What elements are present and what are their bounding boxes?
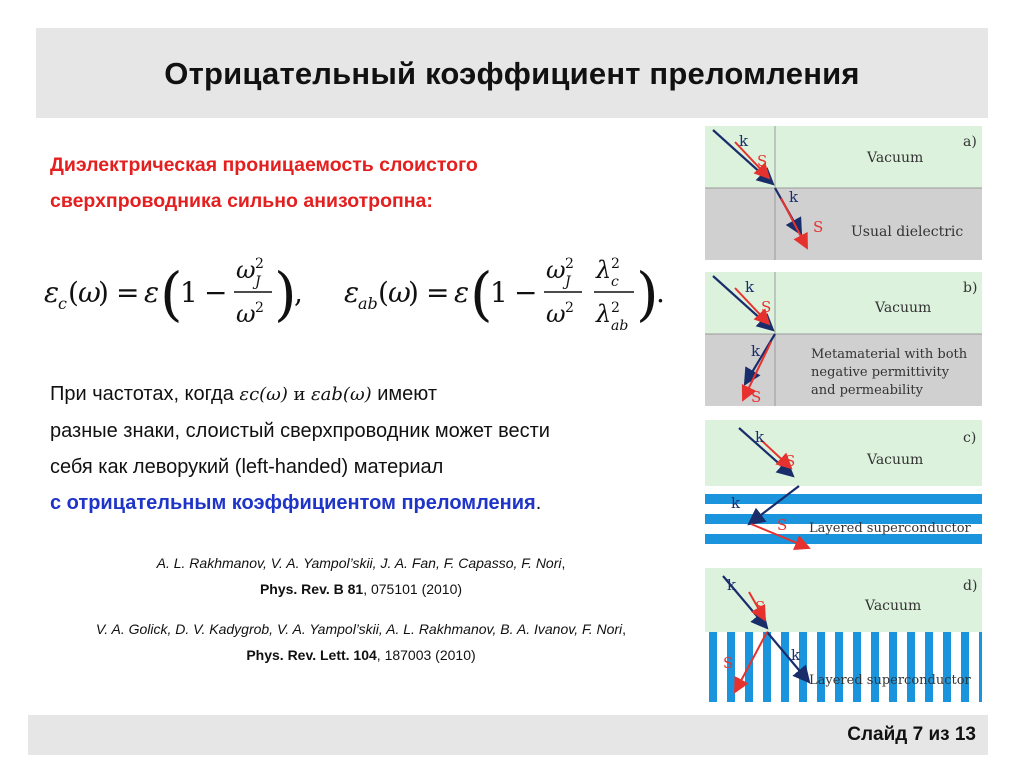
reference-2: V. A. Golick, D. V. Kadygrob, V. A. Yampol’skii, A. L. Rakhmanov, B. A. Ivanov, F. Nori, Phys. Rev. Lett. 104, 187003 (2010) xyxy=(95,621,627,663)
epsilon-ab-inline: εab(ω) xyxy=(311,384,372,405)
para-line-1-start: При частотах, когда xyxy=(50,383,234,405)
figure-d-k-label: k xyxy=(727,576,737,594)
intro-text xyxy=(50,147,650,219)
svg-text:J: J xyxy=(255,274,261,290)
figure-c-panel xyxy=(705,420,982,554)
figure-b-top-label: Vacuum xyxy=(875,300,932,316)
figure-a-k-label: k xyxy=(739,132,749,150)
svg-text:=: = xyxy=(116,276,140,309)
figure-b-tag: b) xyxy=(963,280,978,296)
figure-a-bottom-label: Usual dielectric xyxy=(851,224,964,240)
figure-b-k2-label: k xyxy=(751,342,761,360)
figure-c-stripes xyxy=(705,494,982,544)
svg-text:2: 2 xyxy=(611,256,620,272)
svg-text:ab: ab xyxy=(358,294,378,313)
svg-text:2: 2 xyxy=(565,256,574,272)
para-line-1 xyxy=(50,376,700,413)
svg-text:(: ( xyxy=(470,260,493,328)
figure-c-bottom-label: Layered superconductor xyxy=(809,521,971,536)
figure-d-bottom-label: Layered superconductor xyxy=(809,673,971,688)
svg-text:.: . xyxy=(656,276,665,309)
figure-b-s-label: S xyxy=(761,298,772,316)
figure-b-bottom-label-2: negative permittivity xyxy=(811,365,950,380)
svg-text:ε: ε xyxy=(454,276,470,309)
figure-c-s-label: S xyxy=(785,452,796,470)
figure-a-tag: a) xyxy=(963,134,977,150)
reference-2-authors: V. A. Golick, D. V. Kadygrob, V. A. Yampol’skii, A. L. Rakhmanov, B. A. Ivanov, F. Nori xyxy=(95,621,623,637)
svg-text:c: c xyxy=(58,294,67,313)
figure-b-svg xyxy=(705,272,982,406)
footer-bar xyxy=(28,715,988,755)
reference-2-details: , 187003 (2010) xyxy=(376,647,476,663)
para-line-3: себя как леворукий (left-handed) материал xyxy=(50,456,444,478)
svg-text:ω: ω xyxy=(546,256,566,284)
para-line-4 xyxy=(50,485,700,521)
svg-text:ab: ab xyxy=(611,318,629,334)
svg-text:ε: ε xyxy=(44,276,60,309)
epsilon-c-inline: εc(ω) xyxy=(239,384,288,405)
figure-d-tag: d) xyxy=(963,578,978,594)
para-line-4-end: . xyxy=(535,492,542,514)
figure-b-s2-label: S xyxy=(751,388,762,406)
svg-text:1: 1 xyxy=(180,276,198,309)
svg-text:2: 2 xyxy=(611,300,620,316)
svg-text:ε: ε xyxy=(144,276,160,309)
para-line-1-end: имеют xyxy=(377,383,437,405)
figure-b-k-label: k xyxy=(745,278,755,296)
figure-b-bottom-label-1: Metamaterial with both xyxy=(811,347,968,362)
para-line-2: разные знаки, слоистый сверхпроводник может вести xyxy=(50,420,550,442)
svg-text:λ: λ xyxy=(596,256,612,284)
main-paragraph xyxy=(50,376,700,521)
figure-a-s-label: S xyxy=(757,152,768,170)
figure-d-s2-label: S xyxy=(723,654,734,672)
svg-text:−: − xyxy=(514,276,538,309)
svg-text:λ: λ xyxy=(596,300,612,328)
svg-text:): ) xyxy=(408,276,419,309)
figure-a-k2-label: k xyxy=(789,188,799,206)
figure-d-svg xyxy=(705,568,982,702)
svg-text:1: 1 xyxy=(490,276,508,309)
figure-c-s2-label: S xyxy=(777,516,788,534)
figure-d-panel xyxy=(705,568,982,702)
intro-line-1: Диэлектрическая проницаемость слоистого xyxy=(50,154,478,176)
figure-c-k-label: k xyxy=(755,428,765,446)
svg-text:−: − xyxy=(204,276,228,309)
svg-text:ω: ω xyxy=(236,300,256,328)
svg-text:): ) xyxy=(98,276,109,309)
svg-text:2: 2 xyxy=(255,256,264,272)
svg-text:ε: ε xyxy=(344,276,360,309)
svg-text:): ) xyxy=(636,260,659,328)
figure-a-panel xyxy=(705,126,982,260)
slide-title: Отрицательный коэффициент преломления xyxy=(164,56,860,91)
slide-counter: Слайд 7 из 13 xyxy=(847,724,976,745)
reference-1: A. L. Rakhmanov, V. A. Yampol’skii, J. A. Fan, F. Capasso, F. Nori, Phys. Rev. B 81, 075101 (2010) xyxy=(156,555,566,597)
svg-text:2: 2 xyxy=(255,300,264,316)
svg-text:ω: ω xyxy=(388,276,411,309)
reference-1-details: , 075101 (2010) xyxy=(363,581,463,597)
figure-a-s2-label: S xyxy=(813,218,824,236)
figure-c-k2-label: k xyxy=(731,494,741,512)
figure-a-svg xyxy=(705,126,982,260)
svg-text:(: ( xyxy=(68,276,79,309)
figure-d-k2-label: k xyxy=(791,646,801,664)
title-bar xyxy=(36,28,988,118)
formula-svg xyxy=(44,248,704,338)
svg-text:2: 2 xyxy=(565,300,574,316)
figure-a-top-label: Vacuum xyxy=(867,150,924,166)
svg-text:=: = xyxy=(426,276,450,309)
reference-1-authors: A. L. Rakhmanov, V. A. Yampol’skii, J. A. Fan, F. Capasso, F. Nori xyxy=(156,555,562,571)
negative-index-emphasis: с отрицательным коэффициентом преломления xyxy=(50,492,536,514)
svg-text:(: ( xyxy=(160,260,183,328)
permittivity-formula xyxy=(44,248,704,338)
reference-1-journal: Phys. Rev. B 81 xyxy=(259,581,364,597)
figure-c-top-label: Vacuum xyxy=(867,452,924,468)
svg-text:J: J xyxy=(565,274,571,290)
svg-text:c: c xyxy=(611,274,619,290)
svg-text:ω: ω xyxy=(78,276,101,309)
figure-b-panel xyxy=(705,272,982,406)
svg-text:,: , xyxy=(294,276,303,309)
figure-d-s-label: S xyxy=(755,598,766,616)
svg-text:ω: ω xyxy=(236,256,256,284)
svg-text:(: ( xyxy=(378,276,389,309)
intro-line-2: сверхпроводника сильно анизотропна: xyxy=(50,190,433,212)
figure-c-tag: c) xyxy=(963,430,977,446)
svg-text:ω: ω xyxy=(546,300,566,328)
and-word: и xyxy=(293,384,306,405)
figure-c-svg xyxy=(705,420,982,554)
svg-text:): ) xyxy=(274,260,297,328)
reference-2-journal: Phys. Rev. Lett. 104 xyxy=(246,647,377,663)
references xyxy=(36,550,686,668)
figure-d-top-label: Vacuum xyxy=(865,598,922,614)
figure-b-bottom-label-3: and permeability xyxy=(811,383,923,398)
